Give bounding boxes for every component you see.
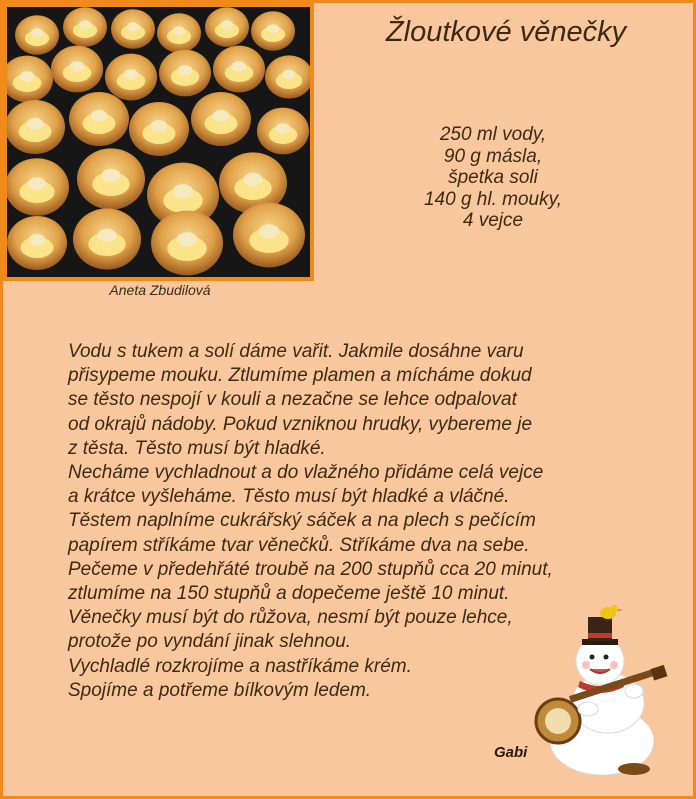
pastry-hole: [101, 169, 120, 183]
pastry-hole: [124, 69, 139, 79]
pastry-hole: [232, 61, 247, 71]
ingredient-line: 4 vejce: [462, 210, 524, 231]
photo-credit: Aneta Zbudilová: [109, 282, 211, 298]
pastry-hole: [27, 118, 44, 130]
pastry-hole: [221, 20, 233, 29]
pastry-hole: [91, 110, 108, 122]
pastry-hole: [213, 110, 230, 122]
pastry-hole: [173, 184, 193, 198]
ingredient-line: 250 ml vody,: [439, 124, 547, 145]
ingredients-list: [318, 124, 668, 232]
instruction-line: Necháme vychladnout a do vlažného přidáme celá vejce: [68, 462, 544, 484]
instruction-line: Věnečky musí být do růžova, nesmí být pouze lehce,: [68, 607, 513, 629]
pastry-hole: [267, 24, 279, 33]
author-signature: Gabi: [494, 744, 528, 761]
pastry-hole: [79, 20, 91, 29]
instruction-line: Těstem naplníme cukrářský sáček a na plech s pečícím: [68, 510, 536, 532]
instruction-line: Vodu s tukem a solí dáme vařit. Jakmile dosáhne varu: [68, 341, 524, 362]
ingredient-line: špetka soli: [448, 167, 538, 188]
instruction-line: Pečeme v předehřáté troubě na 200 stupňů cca 20 minut,: [68, 558, 553, 580]
instruction-line: ztlumíme na 150 stupňů a dopečeme ještě 10 minut.: [68, 583, 510, 605]
pastry-hole: [177, 232, 197, 246]
pastry-photo: [3, 3, 314, 281]
pastry-hole: [127, 22, 139, 31]
snowman-with-banjo-illustration: [530, 603, 670, 779]
instruction-line: se těsto nespojí v kouli a nezačne se lehce odpalovat: [68, 389, 517, 411]
pastry-hole: [31, 28, 43, 37]
ingredient-line: 90 g másla,: [443, 145, 543, 167]
pastry-hole: [276, 123, 291, 133]
pastry-hole: [70, 61, 85, 71]
instruction-line: z těsta. Těsto musí být hladké.: [68, 437, 326, 459]
pastry-hole: [28, 177, 46, 190]
instruction-line: od okrajů nádoby. Pokud vzniknou hrudky, vybereme je: [68, 413, 533, 435]
instruction-line: přisypeme mouku. Ztlumíme plamen a mícháme dokud: [68, 365, 532, 387]
pastry-hole: [29, 234, 46, 246]
pastry-hole: [259, 224, 279, 238]
instruction-line: papírem stříkáme tvar věnečků. Stříkáme dva na sebe.: [68, 534, 530, 556]
recipe-title: Žloutkové věnečky: [385, 16, 627, 48]
ingredient-line: 140 g hl. mouky,: [423, 188, 562, 210]
pastry-hole: [282, 70, 295, 80]
instruction-line: a krátce vyšleháme. Těsto musí být hladké a vláčné.: [68, 486, 510, 508]
pastry-hole: [243, 173, 262, 187]
pastry-hole: [151, 120, 168, 132]
instruction-line: Vychladlé rozkrojíme a nastříkáme krém.: [68, 655, 412, 677]
pastry-hole: [173, 26, 185, 35]
pastry-hole: [178, 65, 193, 75]
instruction-line: Spojíme a potřeme bílkovým ledem.: [68, 679, 372, 701]
pastry-hole: [97, 229, 116, 243]
instruction-line: protože po vyndání jinak slehnou.: [68, 631, 352, 653]
pastry-hole: [20, 71, 35, 81]
pastry-illustration: [7, 7, 310, 277]
